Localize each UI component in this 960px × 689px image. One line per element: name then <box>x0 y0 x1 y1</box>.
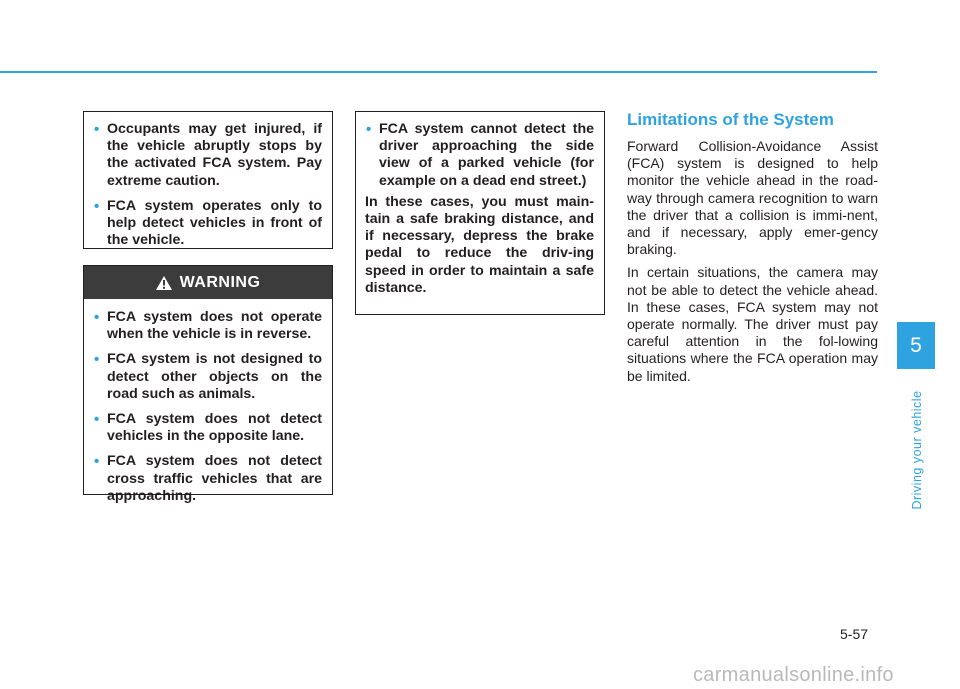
list-item: • FCA system cannot detect the driver approaching the side view of a parked vehicle (for example on a dead end street.) <box>366 121 594 189</box>
caution-box <box>83 111 333 249</box>
list-item: • Occupants may get injured, if the vehicle abruptly stops by the activated FCA system. Pay extreme caution. <box>94 121 322 189</box>
chapter-tab: 5 <box>897 322 935 369</box>
section-title: Limitations of the System <box>627 110 834 129</box>
caution-paragraph: In these cases, you must main-tain a safe braking distance, and if necessary, depress the brake pedal to reduce the driv-ing speed in order to maintain a safe distance. <box>365 193 594 296</box>
page-number: 5-57 <box>840 626 869 642</box>
warning-header <box>84 266 332 299</box>
list-item: • FCA system operates only to help detect vehicles in front of the vehicle. <box>94 197 322 249</box>
section-body <box>627 138 878 391</box>
list-item: • FCA system does not detect vehicles in the opposite lane. <box>94 411 322 445</box>
warning-title: WARNING <box>179 273 261 291</box>
warning-triangle-icon <box>156 276 172 290</box>
header-rule <box>0 71 877 73</box>
list-item: • FCA system does not detect cross traffic vehicles that are approaching. <box>94 453 322 504</box>
list-item: • FCA system does not operate when the vehicle is in reverse. <box>94 309 322 343</box>
watermark: carmanualsonline.info <box>693 664 894 686</box>
body-paragraph: Forward Collision-Avoidance Assist (FCA) system is designed to help monitor the vehicle ahead in the road-way through camera recognition to warn the driver that a collision is immi-nent, and if necessary, apply emer-gency braking. <box>627 138 878 258</box>
list-item: • FCA system is not designed to detect other objects on the road such as animals. <box>94 351 322 402</box>
caution-box-continued <box>355 111 605 315</box>
warning-box <box>83 265 333 504</box>
chapter-label: Driving your vehicle <box>910 390 924 510</box>
body-paragraph: In certain situations, the camera may not be able to detect the vehicle ahead. In these cases, FCA system may not operate normally. The driver must pay careful attention in the fol-lowing situations where the FCA operation may be limited. <box>627 264 878 384</box>
